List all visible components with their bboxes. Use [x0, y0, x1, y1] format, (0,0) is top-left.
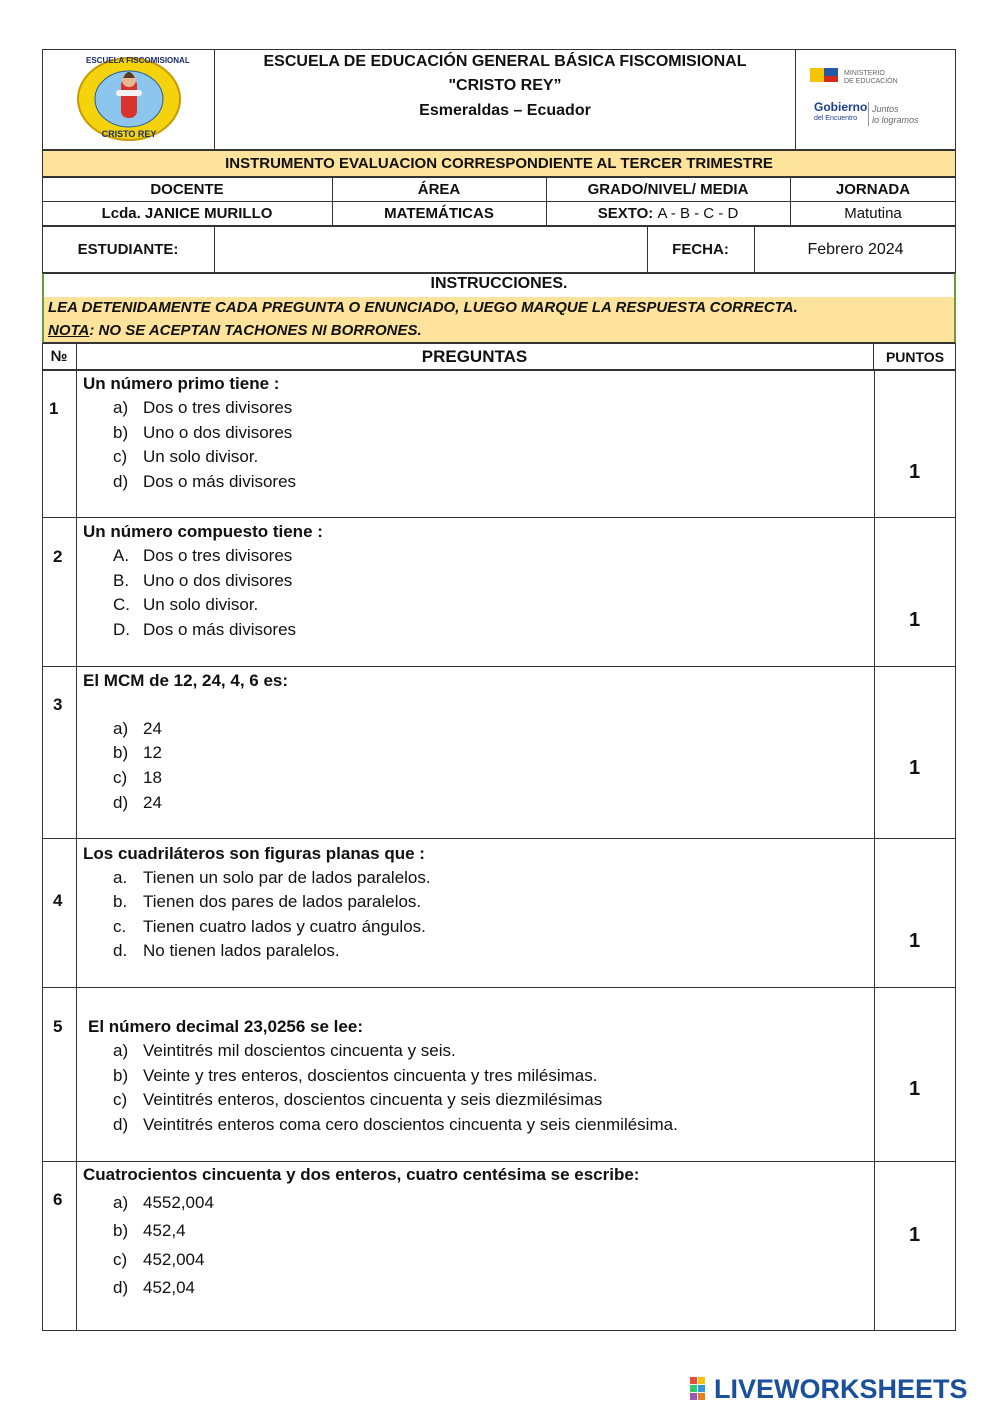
- option-item[interactable]: a) Veintitrés mil doscientos cincuenta y seis.: [113, 1041, 456, 1060]
- school-seal-logo: [76, 56, 190, 142]
- instrument-title: INSTRUMENTO EVALUACION CORRESPONDIENTE AL TERCER TRIMESTRE: [42, 150, 956, 177]
- question-number: 5: [53, 1017, 63, 1036]
- option-item[interactable]: b) Veinte y tres enteros, doscientos cincuenta y tres milésimas.: [113, 1066, 598, 1085]
- docente-label: DOCENTE: [150, 180, 224, 198]
- question-number: 1: [49, 399, 59, 418]
- question-row: [42, 1161, 956, 1331]
- option-item[interactable]: B. Uno o dos divisores: [113, 571, 293, 590]
- estudiante-label: ESTUDIANTE:: [77, 241, 179, 258]
- instructions-title: INSTRUCCIONES.: [430, 275, 568, 292]
- liveworksheets-icon: [690, 1377, 714, 1401]
- flag-icon: [810, 68, 840, 90]
- option-item[interactable]: b) 452,4: [113, 1221, 186, 1240]
- question-number: 4: [53, 891, 63, 910]
- option-item[interactable]: c) 18: [113, 768, 162, 787]
- question-number: 6: [53, 1190, 63, 1209]
- option-item[interactable]: c) Veintitrés enteros, doscientos cincuenta y seis diezmilésimas: [113, 1090, 603, 1109]
- gov-text: Gobierno: [814, 100, 868, 114]
- question-title: Un número primo tiene :: [83, 374, 280, 393]
- header-right-divider: [795, 49, 796, 150]
- option-item[interactable]: A. Dos o tres divisores: [113, 546, 293, 565]
- grado-value-bold: SEXTO:: [597, 205, 654, 222]
- grado-label: GRADO/NIVEL/ MEDIA: [587, 180, 749, 198]
- option-item[interactable]: b) Uno o dos divisores: [113, 423, 293, 442]
- question-points: 1: [909, 461, 921, 483]
- liveworksheets-logo: [690, 1374, 990, 1404]
- question-row: [42, 370, 956, 518]
- option-item[interactable]: b. Tienen dos pares de lados paralelos.: [113, 892, 422, 911]
- header-points: PUNTOS: [885, 348, 945, 365]
- school-name: ESCUELA DE EDUCACIÓN GENERAL BÁSICA FISCOMISIONAL: [263, 53, 747, 70]
- option-item[interactable]: a) Dos o tres divisores: [113, 398, 293, 417]
- school-subname: "CRISTO REY”: [448, 77, 562, 94]
- option-item[interactable]: c) 452,004: [113, 1250, 205, 1269]
- option-item[interactable]: d) Veintitrés enteros coma cero doscientos cincuenta y seis cienmilésima.: [113, 1115, 678, 1134]
- grado-value: [546, 201, 790, 226]
- question-points: 1: [909, 757, 921, 779]
- area-value: MATEMÁTICAS: [384, 205, 494, 222]
- question-points: 1: [909, 1078, 921, 1100]
- question-points: 1: [909, 930, 921, 952]
- nota-label: NOTA: [48, 322, 90, 339]
- question-title: Los cuadriláteros son figuras planas que :: [83, 844, 425, 863]
- option-item[interactable]: a) 4552,004: [113, 1193, 214, 1212]
- jornada-value: Matutina: [844, 205, 902, 222]
- option-item[interactable]: b) 12: [113, 743, 162, 762]
- question-title: El MCM de 12, 24, 4, 6 es:: [83, 671, 289, 690]
- grado-value-sections: A - B - C - D: [657, 205, 739, 222]
- gov-slogan-2: lo logramos: [872, 115, 919, 125]
- option-item[interactable]: c) Un solo divisor.: [113, 447, 259, 466]
- question-row: [42, 517, 956, 667]
- question-number: 2: [53, 547, 63, 566]
- option-item[interactable]: c. Tienen cuatro lados y cuatro ángulos.: [113, 917, 426, 936]
- question-title: El número decimal 23,0256 se lee:: [88, 1017, 363, 1036]
- option-item[interactable]: d) 24: [113, 793, 162, 812]
- ministry-logo: [806, 64, 946, 132]
- seal-bottom-text: CRISTO REY: [101, 129, 157, 139]
- instructions-line2: [48, 322, 422, 339]
- option-item[interactable]: a. Tienen un solo par de lados paralelos.: [113, 868, 431, 887]
- question-row: [42, 987, 956, 1162]
- question-number: 3: [53, 695, 63, 714]
- seal-top-text: ESCUELA FISCOMISIONAL: [86, 56, 190, 65]
- option-item[interactable]: a) 24: [113, 719, 162, 738]
- nota-text: : NO SE ACEPTAN TACHONES NI BORRONES.: [89, 322, 422, 339]
- option-item[interactable]: C. Un solo divisor.: [113, 595, 259, 614]
- jornada-label: JORNADA: [835, 180, 911, 198]
- ministry-text: MINISTERIO: [844, 70, 885, 77]
- gov-slogan: Juntos: [872, 104, 899, 114]
- option-item[interactable]: d) 452,04: [113, 1278, 195, 1297]
- instructions-line1: LEA DETENIDAMENTE CADA PREGUNTA O ENUNCIADO, LUEGO MARQUE LA RESPUESTA CORRECTA.: [48, 299, 798, 316]
- question-title: Un número compuesto tiene :: [83, 522, 323, 541]
- header-num: №: [50, 348, 68, 365]
- header-questions: PREGUNTAS: [421, 346, 528, 366]
- area-label: ÁREA: [417, 180, 461, 198]
- estudiante-input[interactable]: [215, 226, 647, 273]
- fecha-value: Febrero 2024: [807, 240, 904, 258]
- question-points: 1: [909, 609, 921, 631]
- gov-text-2: del Encuentro: [814, 115, 858, 122]
- question-row: [42, 666, 956, 839]
- gov-divider: [868, 102, 869, 126]
- question-title: Cuatrocientos cincuenta y dos enteros, cuatro centésima se escribe:: [83, 1165, 640, 1184]
- question-points: 1: [909, 1224, 921, 1246]
- option-item[interactable]: d) Dos o más divisores: [113, 472, 297, 491]
- fecha-label: FECHA:: [672, 241, 729, 258]
- question-row: [42, 838, 956, 988]
- school-location: Esmeraldas – Ecuador: [419, 102, 591, 119]
- docente-value: Lcda. JANICE MURILLO: [101, 205, 273, 222]
- option-item[interactable]: d. No tienen lados paralelos.: [113, 941, 340, 960]
- option-item[interactable]: D. Dos o más divisores: [113, 620, 297, 639]
- liveworksheets-text: LIVEWORKSHEETS: [714, 1374, 968, 1404]
- ministry-text-2: DE EDUCACIÓN: [844, 78, 898, 85]
